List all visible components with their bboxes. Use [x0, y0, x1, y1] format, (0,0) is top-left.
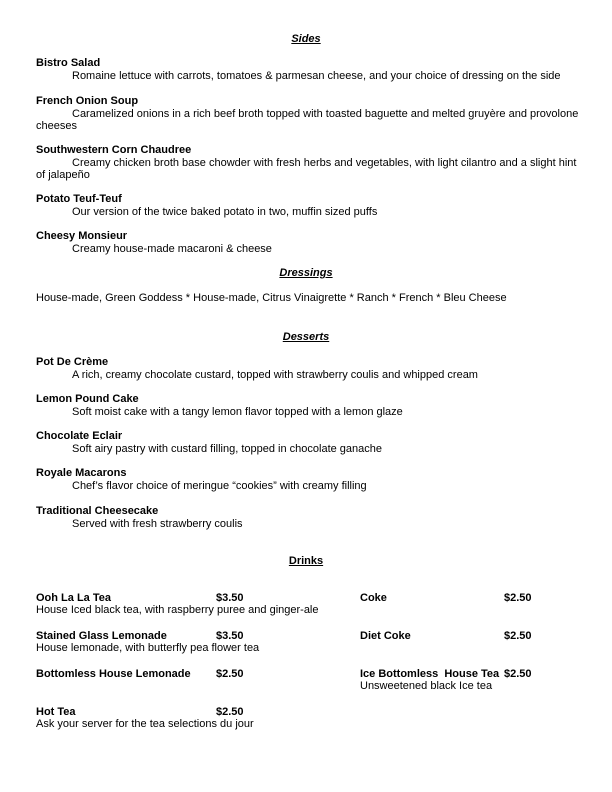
menu-item — [36, 144, 581, 182]
menu-item — [36, 505, 581, 530]
drink-name: Diet Coke — [360, 630, 411, 642]
drink-name: Stained Glass Lemonade — [36, 630, 167, 642]
menu-item — [36, 467, 581, 492]
drink-price: $2.50 — [504, 630, 532, 642]
drink-description: House lemonade, with butterfly pea flower tea — [36, 642, 260, 654]
drink-description: Unsweetened black Ice tea — [360, 680, 493, 692]
item-description: Our version of the twice baked potato in two, muffin sized puffs — [72, 205, 378, 218]
item-description: Creamy chicken broth base chowder with fresh herbs and vegetables, with light cilantro and a slight hint of jalapeño — [36, 156, 577, 181]
menu-item — [36, 95, 581, 133]
menu-item — [36, 430, 581, 455]
drink-price: $2.50 — [504, 668, 532, 680]
drink-price: $3.50 — [216, 630, 244, 642]
item-name: Traditional Cheesecake — [36, 505, 159, 517]
menu-item — [36, 193, 581, 218]
item-name: French Onion Soup — [36, 95, 139, 107]
menu-item — [36, 393, 581, 418]
item-description: Chef’s flavor choice of meringue “cookies” with creamy filling — [72, 479, 367, 492]
item-description: Soft airy pastry with custard filling, topped in chocolate ganache — [72, 442, 383, 455]
drink-price: $2.50 — [216, 668, 244, 680]
item-description: Creamy house-made macaroni & cheese — [72, 242, 272, 255]
drink-description: Ask your server for the tea selections du jour — [36, 718, 254, 730]
desserts-heading: Desserts — [282, 331, 330, 343]
item-name: Chocolate Eclair — [36, 430, 123, 442]
dressings-list: House-made, Green Goddess * House-made, Citrus Vinaigrette * Ranch * French * Bleu Cheese — [36, 292, 507, 304]
drinks-heading: Drinks — [288, 555, 324, 567]
dressings-heading: Dressings — [279, 267, 333, 279]
drink-price: $3.50 — [216, 592, 244, 604]
drink-name: Ooh La La Tea — [36, 592, 111, 604]
item-name: Lemon Pound Cake — [36, 393, 139, 405]
drink-name: Hot Tea — [36, 706, 76, 718]
drink-price: $2.50 — [504, 592, 532, 604]
item-name: Southwestern Corn Chaudree — [36, 144, 192, 156]
menu-item — [36, 356, 581, 381]
item-name: Pot De Crème — [36, 356, 109, 368]
item-description: Served with fresh strawberry coulis — [72, 517, 243, 530]
item-description: Romaine lettuce with carrots, tomatoes & parmesan cheese, and your choice of dressing on the side — [72, 69, 561, 82]
item-description: A rich, creamy chocolate custard, topped with strawberry coulis and whipped cream — [72, 368, 478, 381]
item-name: Bistro Salad — [36, 57, 101, 69]
menu-item — [36, 230, 581, 255]
item-description: Caramelized onions in a rich beef broth topped with toasted baguette and melted gruyère and provolone cheeses — [36, 107, 579, 132]
drink-description: House Iced black tea, with raspberry puree and ginger-ale — [36, 604, 319, 616]
item-name: Royale Macarons — [36, 467, 127, 479]
drink-name: Ice Bottomless House Tea — [360, 668, 500, 680]
item-name: Potato Teuf-Teuf — [36, 193, 122, 205]
sides-heading: Sides — [291, 33, 321, 45]
drink-price: $2.50 — [216, 706, 244, 718]
item-description: Soft moist cake with a tangy lemon flavor topped with a lemon glaze — [72, 405, 403, 418]
item-name: Cheesy Monsieur — [36, 230, 128, 242]
drink-name: Coke — [360, 592, 387, 604]
drink-name: Bottomless House Lemonade — [36, 668, 191, 680]
menu-item — [36, 57, 581, 82]
